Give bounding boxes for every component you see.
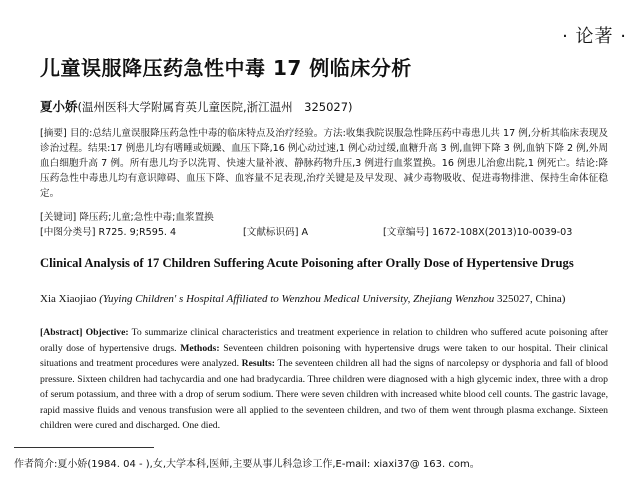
section-tag: · 论著 · [562, 26, 627, 47]
article-no-value: 1672-108X(2013)10-0039-03 [431, 227, 573, 238]
clc-label: [中图分类号] [40, 227, 96, 238]
doc-code-value: A [301, 227, 309, 238]
document-code [243, 224, 308, 238]
results-label: Results: [241, 358, 276, 369]
abstract-en [40, 325, 608, 434]
author-name-en: Xia Xiaojiao [40, 293, 97, 305]
doc-code-label: [文献标识码] [243, 227, 299, 238]
abstract-cn [40, 126, 608, 201]
abstract-text-cn: 目的:总结儿童误服降压药急性中毒的临床特点及治疗经验。方法:收集我院误服急性降压药中毒患儿共 17 例,分析其临床表现及诊治过程。结果:17 例患儿均有嗜睡或烦躁、血压下降,16 例心动过速,1 例心动过缓,血糖升高 3 例,血钾下降 3 例,血钠下降 2 例,外周血白细胞升高 7 例。所有患儿均予以洗胃、快速大量补液、静脉药物升压,3 例进行血浆置换。16 例患儿治愈出院,1 例死亡。结论:降压药急性中毒患儿均有意识障碍、血压下降、血容量不足表现,治疗关键是及早发现、减少毒物吸收、促进毒物排泄、保持生命体征稳定。 [40, 128, 608, 199]
author-line-en [40, 293, 565, 305]
methods-label: Methods: [180, 342, 220, 354]
title-en: Clinical Analysis of 17 Children Suffering Acute Poisoning after Orally Dose of Hypertensive Drugs [40, 256, 574, 270]
objective-label: Objective: [85, 327, 129, 338]
article-number [383, 224, 572, 238]
author-name-cn: 夏小娇 [40, 99, 78, 114]
footnote-rule [14, 447, 154, 448]
author-affiliation-cn: (温州医科大学附属育英儿童医院,浙江温州 325027) [77, 100, 353, 114]
author-line-cn [40, 97, 353, 115]
keywords-text: 降压药;儿童;急性中毒;血浆置换 [79, 212, 214, 223]
title-cn: 儿童误服降压药急性中毒 17 例临床分析 [40, 56, 412, 80]
author-postcode-en: 325027, China) [497, 293, 566, 305]
keywords-label: [关键词] [40, 212, 77, 223]
clc-value: R725. 9;R595. 4 [98, 227, 177, 238]
clc-number [40, 224, 176, 238]
methods-text: Seventeen children poisoning with hypertensive drugs were taken to our hospital. Their clinical situations and treatment procedures were analyzed. [40, 342, 609, 369]
article-no-label: [文章编号] [383, 227, 429, 238]
author-footnote: 作者简介:夏小娇(1984. 04 - ),女,大学本科,医师,主要从事儿科急诊工作,E-mail: xiaxi37@ 163. com。 [14, 459, 480, 470]
objective-text: To summarize clinical characteristics and treatment experience in relation to children who suffered acute poisoning after orally dose of hypertensive drugs. [40, 327, 608, 354]
abstract-label-en: [Abstract] [40, 327, 83, 338]
author-affiliation-en: (Yuying Children' s Hospital Affiliated to Wenzhou Medical University, Zhejiang Wenzhou [99, 293, 495, 305]
results-text: The seventeen children all had the signs of narcolepsy or dysphoria and fall of blood pressure. Sixteen children had tachycardia and one had bradycardia. Three children were diagnosed with a high glycemic index, three with a drop of serum potassium, and three with a drop of serum sodium. There were seven children with increased white blood cell counts. The gastric lavage, rapid massive fluids and venous transfusion were all applied to the seventeen children, and two of them went through plasma exchange. Sixteen children were cured and discharged. One died. [40, 358, 608, 431]
abstract-label-cn: [摘要] [40, 128, 67, 139]
keywords-cn [40, 209, 214, 223]
